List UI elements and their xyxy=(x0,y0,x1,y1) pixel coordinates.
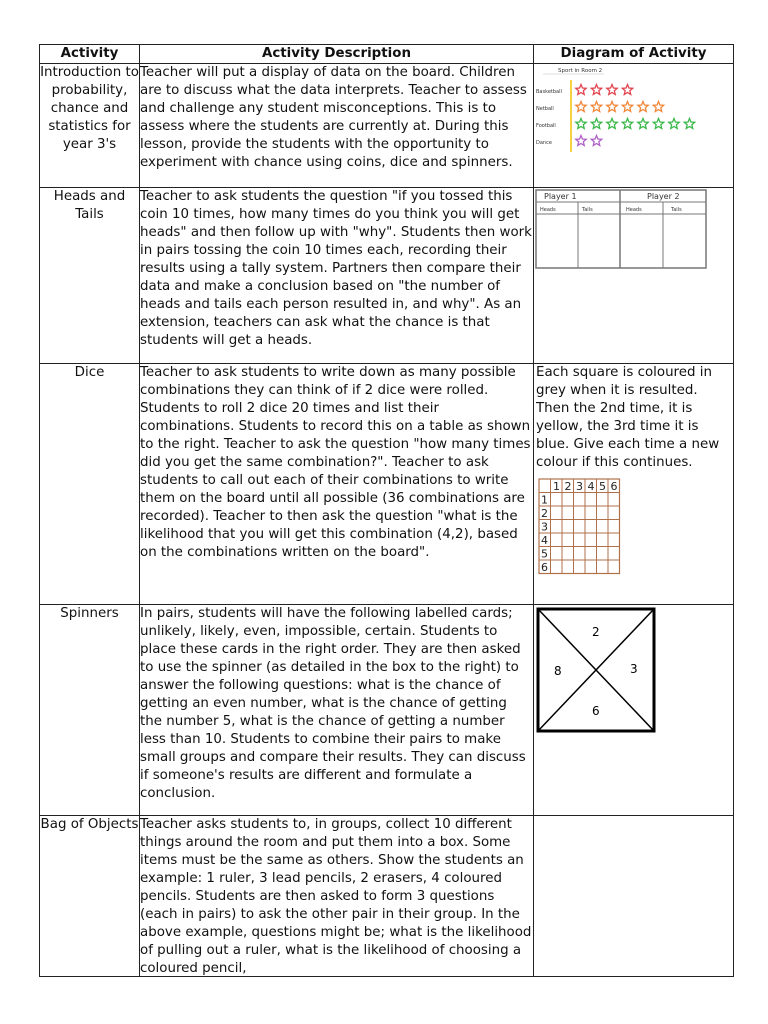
pictograph-star xyxy=(684,119,694,129)
pictograph-star xyxy=(576,119,586,129)
dice-row-header: 3 xyxy=(541,520,548,534)
pictograph-star xyxy=(591,85,601,95)
table-row xyxy=(40,605,734,816)
column-tails-1: Tails xyxy=(582,207,593,213)
pictograph-star xyxy=(576,102,586,112)
activity-cell: Heads and Tails xyxy=(40,188,140,364)
column-tails-2: Tails xyxy=(671,207,682,213)
dice-col-header: 3 xyxy=(576,480,583,493)
table-row xyxy=(40,188,734,364)
pictograph-star xyxy=(591,136,601,146)
dice-row-header: 6 xyxy=(541,561,548,574)
description-text: Teacher asks students to, in groups, collect 10 different things around the room and put them into a box. Some items must be the same as others. Show the students an example: 1 ruler, 3 lead pencils, 2 erasers, 4 coloured pencils. Students are then asked to form 3 questions (each in pairs) to ask the other pair in their group. In the above example, questions might be; what is the likelihood of pulling out a ruler, what is the likelihood of choosing a coloured pencil, xyxy=(140,817,532,976)
dice-col-header: 5 xyxy=(599,480,606,493)
description-cell: Teacher to ask students the question "if you tossed this coin 10 times, how many times do you think you will get heads" and then follow up with "why". Students then work in pairs tossing the coin 10 times each, recording their results using a tally system. Partners then compare their data and make a conclusion based on "the number of heads and tails each person resulted in, and why". As an extension, teachers can ask what the chance is that students will get a heads. xyxy=(140,188,534,364)
dice-diagram xyxy=(534,364,734,605)
dice-row-header: 5 xyxy=(541,547,548,561)
dice-col-header: 1 xyxy=(553,480,560,493)
dice-instructions: Each square is coloured in grey when it is resulted. Then the 2nd time, it is yellow, the 3rd time it is blue. Give each time a new colour if this continues. xyxy=(536,365,720,470)
pictograph-title: Sport in Room 2 xyxy=(558,68,603,74)
pictograph-chart xyxy=(534,64,724,174)
spinner-diagram xyxy=(534,605,734,816)
activity-cell: Introduction to probability, chance and statistics for year 3's xyxy=(40,64,140,188)
header-description: Activity Description xyxy=(140,45,534,64)
dice-row-header: 2 xyxy=(541,507,548,520)
pictograph-star xyxy=(607,85,617,95)
spinner-section-right: 3 xyxy=(630,662,638,676)
dice-row-header: 1 xyxy=(541,493,548,507)
header-diagram: Diagram of Activity xyxy=(534,45,734,64)
pictograph-star xyxy=(622,85,632,95)
pictograph-star xyxy=(591,102,601,112)
pictograph-star xyxy=(653,119,663,129)
pictograph-category-label: Dance xyxy=(536,140,552,146)
activity-cell: Bag of Objects xyxy=(40,816,140,977)
description-cell: Teacher will put a display of data on the board. Children are to discuss what the data interprets. Teacher to assess and challenge any student misconceptions. This is to assess where the students are currently at. During this lesson, provide the students with the opportunity to experiment with chance using coins, dice and spinners. xyxy=(140,64,534,188)
activity-table xyxy=(39,44,734,977)
column-heads-1: Heads xyxy=(540,207,556,213)
dice-col-header: 6 xyxy=(610,480,618,493)
header-activity: Activity xyxy=(40,45,140,64)
tally-table-diagram xyxy=(534,188,734,364)
dice-grid-border xyxy=(539,479,620,574)
pictograph-star xyxy=(576,85,586,95)
pictograph-category-label: Netball xyxy=(536,106,554,112)
dice-grid xyxy=(538,478,628,580)
pictograph-star xyxy=(669,119,679,129)
pictograph-star xyxy=(622,102,632,112)
spinner-section-bottom: 6 xyxy=(592,704,600,718)
table-row xyxy=(40,64,734,188)
tally-table xyxy=(534,188,724,278)
pictograph-star xyxy=(653,102,663,112)
player-1-label: Player 1 xyxy=(544,192,577,201)
dice-col-header: 2 xyxy=(564,480,572,493)
pictograph-category-label: Basketball xyxy=(536,89,562,95)
spinner-section-top: 2 xyxy=(592,625,600,639)
dice-col-header: 4 xyxy=(587,480,595,493)
pictograph-star xyxy=(591,119,601,129)
pictograph-star xyxy=(622,119,632,129)
description-cell xyxy=(140,816,534,977)
activity-cell: Dice xyxy=(40,364,140,605)
pictograph-category-label: Football xyxy=(536,123,556,129)
description-cell: Teacher to ask students to write down as many possible combinations they can think of if 2 dice were rolled. Students to roll 2 dice 20 times and list their combinations. Students to record this on a table as shown to the right. Teacher to ask the question "how many times did you get the same combination?". Teacher to ask students to call out each of their combinations to write them on the board until all possible (36 combinations are recorded). Teacher to then ask the question "what is the likelihood that you will get this combination (4,2), based on the combinations written on the board". xyxy=(140,364,534,605)
pictograph-star xyxy=(607,102,617,112)
activity-cell: Spinners xyxy=(40,605,140,816)
header-row xyxy=(40,45,734,64)
pictograph-diagram xyxy=(534,64,734,188)
spinner xyxy=(536,607,666,737)
empty-diagram-cell xyxy=(534,816,734,977)
pictograph-star xyxy=(638,119,648,129)
column-heads-2: Heads xyxy=(626,207,642,213)
pictograph-star xyxy=(607,119,617,129)
spinner-section-left: 8 xyxy=(554,664,562,678)
description-cell: In pairs, students will have the following labelled cards; unlikely, likely, even, impossible, certain. Students to place these cards in the right order. They are then asked to use the spinner (as detailed in the box to the right) to answer the following questions: what is the chance of getting an even number, what is the chance of getting the number 5, what is the chance of getting a number less than 10. Students to combine their pairs to make small groups and compare their results. They can discuss if someone's results are different and formulate a conclusion. xyxy=(140,605,534,816)
table-row xyxy=(40,816,734,977)
player-2-label: Player 2 xyxy=(647,192,680,201)
pictograph-star xyxy=(638,102,648,112)
dice-row-header: 4 xyxy=(541,534,548,547)
pictograph-star xyxy=(576,136,586,146)
table-row xyxy=(40,364,734,605)
